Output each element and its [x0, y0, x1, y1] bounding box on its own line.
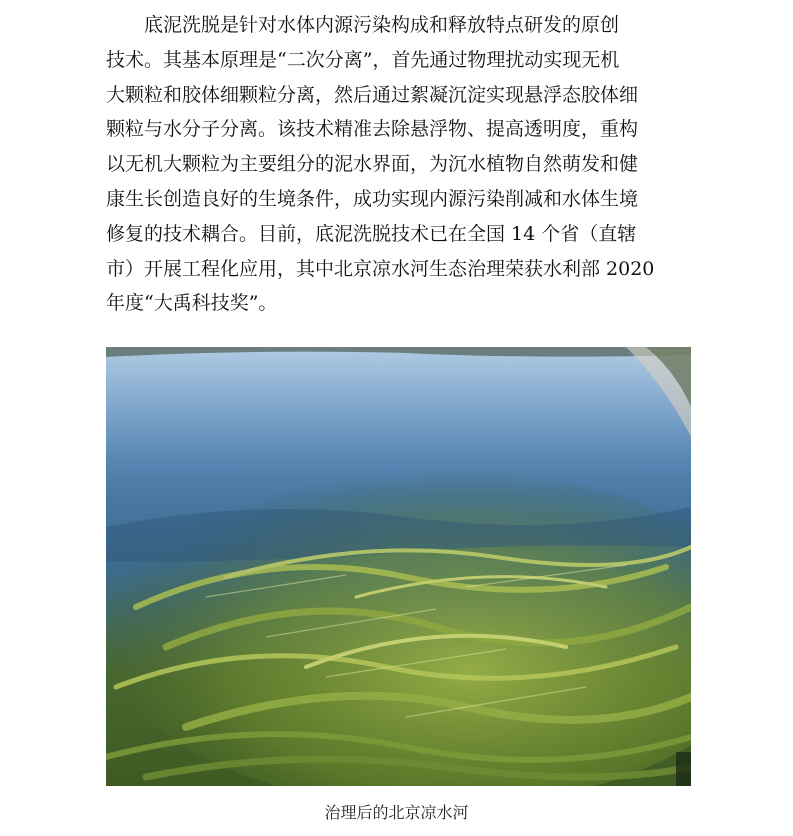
river-photo: [106, 347, 691, 786]
paragraph-line: 年度“大禹科技奖”。: [106, 292, 278, 315]
paragraph-line: 康生长创造良好的生境条件，成功实现内源污染削减和水体生境: [106, 187, 639, 210]
paragraph-line: 以无机大颗粒为主要组分的泥水界面，为沉水植物自然萌发和健: [106, 153, 639, 176]
body-paragraph: [106, 8, 698, 321]
paragraph-line: 修复的技术耦合。目前，底泥洗脱技术已在全国 14 个省（直辖: [106, 222, 637, 245]
paragraph-line: 颗粒与水分子分离。该技术精准去除悬浮物、提高透明度，重构: [106, 118, 639, 141]
paragraph-line: 大颗粒和胶体细颗粒分离，然后通过絮凝沉淀实现悬浮态胶体细: [106, 83, 639, 106]
paragraph-line: 技术。其基本原理是“二次分离”，首先通过物理扰动实现无机: [106, 48, 620, 71]
paragraph-line: 市）开展工程化应用，其中北京凉水河生态治理荣获水利部 2020: [106, 257, 655, 280]
figure-caption: 治理后的北京凉水河: [324, 803, 469, 822]
paragraph-line: 底泥洗脱是针对水体内源污染构成和释放特点研发的原创: [106, 14, 620, 36]
